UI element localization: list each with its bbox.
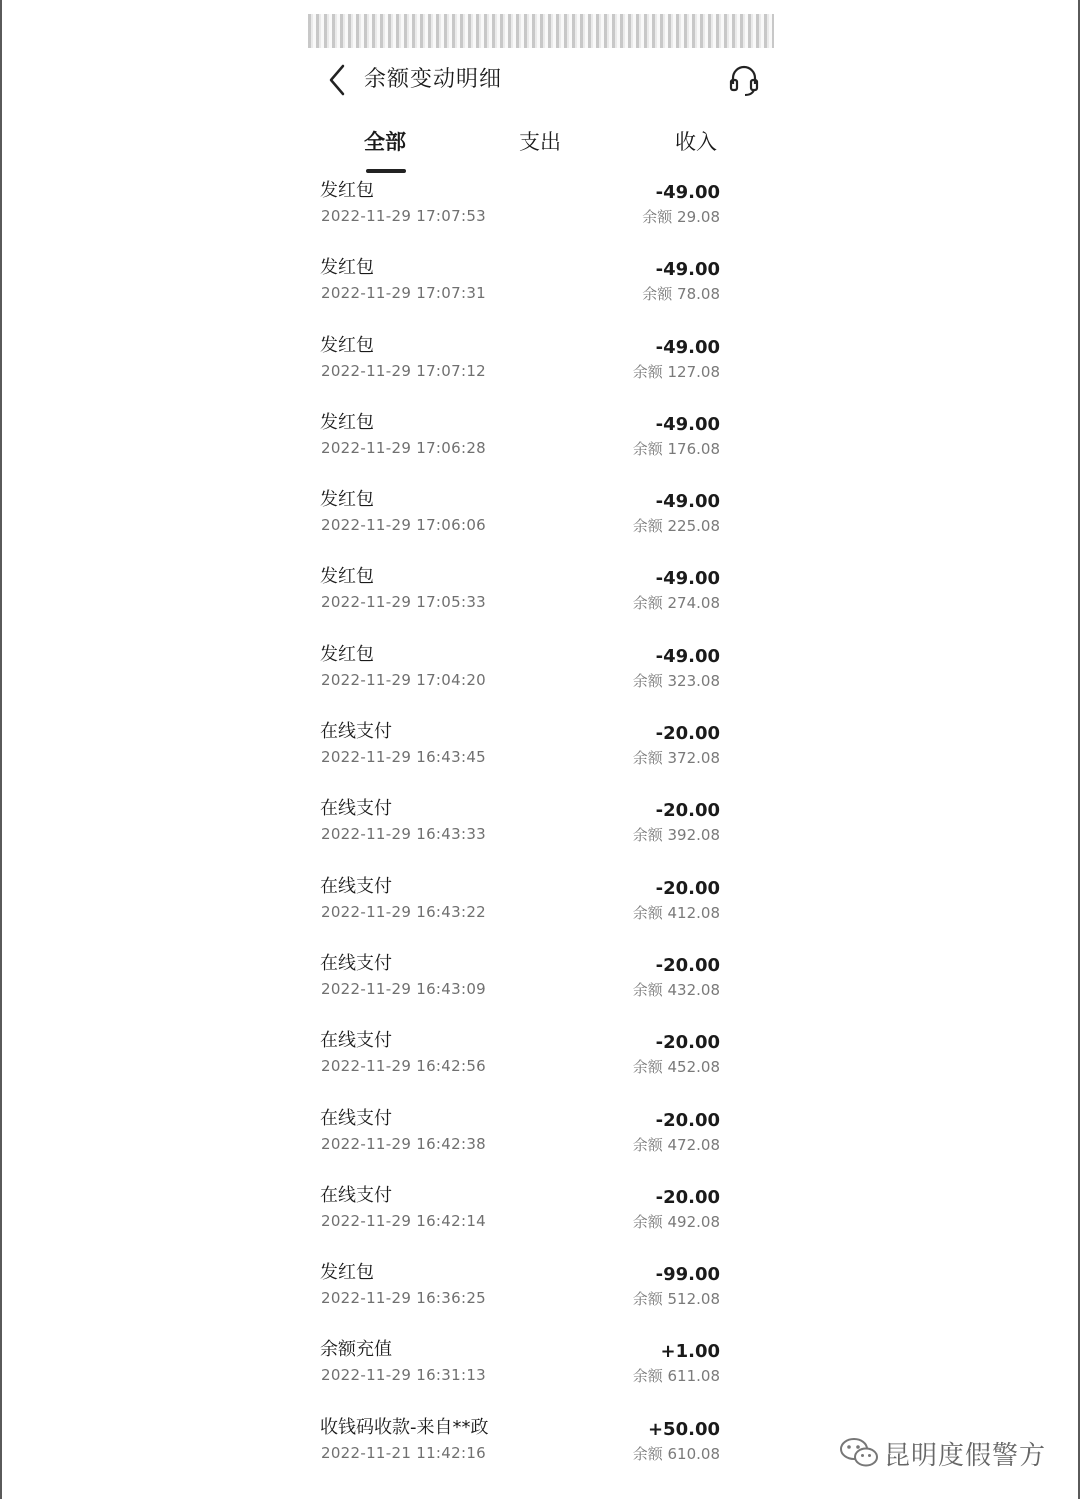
transaction-amount: -49.00 — [655, 413, 720, 435]
transaction-time: 2022-11-29 16:43:45 — [321, 748, 487, 767]
transaction-name: 在线支付 — [320, 1184, 392, 1206]
page-edge-left — [0, 0, 2, 1499]
transaction-name: 在线支付 — [320, 952, 392, 974]
transaction-time: 2022-11-29 16:42:14 — [321, 1211, 487, 1230]
transaction-time: 2022-11-29 16:43:33 — [321, 825, 487, 844]
transaction-time: 2022-11-29 17:06:06 — [321, 516, 487, 535]
transaction-name: 在线支付 — [320, 1030, 392, 1052]
transaction-amount: +50.00 — [647, 1418, 720, 1440]
redacted-status-bar — [308, 14, 774, 48]
transaction-list — [300, 178, 770, 1492]
transaction-amount: -49.00 — [655, 336, 720, 358]
transaction-balance: 余额 611.08 — [632, 1367, 720, 1386]
transaction-name: 发红包 — [320, 334, 374, 356]
transaction-time: 2022-11-29 16:42:38 — [321, 1134, 487, 1153]
transaction-balance: 余额 432.08 — [632, 980, 720, 999]
transaction-time: 2022-11-29 16:43:09 — [321, 979, 487, 998]
transaction-amount: -49.00 — [655, 491, 720, 513]
transaction-balance: 余额 225.08 — [632, 517, 720, 536]
transaction-balance: 余额 412.08 — [632, 903, 720, 922]
transaction-time: 2022-11-29 17:07:31 — [321, 284, 487, 303]
screenshot-area — [300, 50, 770, 1463]
watermark — [838, 1431, 1046, 1475]
tab-income[interactable]: 收入 — [675, 130, 717, 154]
transaction-name: 发红包 — [320, 257, 374, 279]
transaction-amount: -20.00 — [655, 954, 720, 976]
transaction-amount: -20.00 — [655, 1186, 720, 1208]
transaction-amount: +1.00 — [660, 1341, 720, 1363]
transaction-row[interactable] — [300, 1106, 770, 1183]
transaction-time: 2022-11-29 16:31:13 — [321, 1366, 487, 1385]
transaction-row[interactable] — [300, 1183, 770, 1260]
transaction-balance: 余额 512.08 — [632, 1290, 720, 1309]
transaction-row[interactable] — [300, 796, 770, 873]
transaction-amount: -20.00 — [655, 877, 720, 899]
transaction-balance: 余额 472.08 — [632, 1135, 720, 1154]
transaction-time: 2022-11-29 16:43:22 — [321, 902, 487, 921]
transaction-amount: -20.00 — [655, 1032, 720, 1054]
transaction-balance: 余额 127.08 — [632, 362, 720, 381]
transaction-row[interactable] — [300, 255, 770, 332]
transaction-name: 发红包 — [320, 411, 374, 433]
transaction-name: 在线支付 — [320, 798, 392, 820]
transaction-time: 2022-11-29 17:07:53 — [321, 207, 487, 225]
transaction-time: 2022-11-29 16:42:56 — [321, 1057, 487, 1076]
transaction-amount: -49.00 — [655, 568, 720, 590]
active-tab-indicator — [366, 169, 406, 173]
transaction-balance: 余额 323.08 — [632, 671, 720, 690]
transaction-row[interactable] — [300, 1415, 770, 1492]
transaction-name: 收钱码收款-来自**政 — [320, 1416, 489, 1438]
transaction-name: 发红包 — [320, 643, 374, 665]
transaction-balance: 余额 372.08 — [632, 749, 720, 768]
transaction-amount: -20.00 — [655, 800, 720, 822]
transaction-amount: -99.00 — [655, 1264, 720, 1286]
transaction-row[interactable] — [300, 333, 770, 410]
transaction-row[interactable] — [300, 564, 770, 641]
transaction-balance: 余额 274.08 — [632, 594, 720, 613]
transaction-time: 2022-11-21 11:42:16 — [321, 1443, 487, 1462]
transaction-balance: 余额 176.08 — [632, 439, 720, 458]
transaction-name: 在线支付 — [320, 1107, 392, 1129]
transaction-row[interactable] — [300, 178, 770, 255]
app-header — [300, 50, 770, 112]
transaction-time: 2022-11-29 17:05:33 — [321, 593, 487, 612]
transaction-row[interactable] — [300, 487, 770, 564]
transaction-row[interactable] — [300, 1028, 770, 1105]
transaction-time: 2022-11-29 17:04:20 — [321, 670, 487, 689]
transaction-row[interactable] — [300, 874, 770, 951]
transaction-balance: 余额 29.08 — [642, 208, 720, 226]
transaction-row[interactable] — [300, 642, 770, 719]
transaction-name: 发红包 — [320, 489, 374, 511]
transaction-time: 2022-11-29 16:36:25 — [321, 1289, 487, 1308]
transaction-balance: 余额 610.08 — [632, 1444, 720, 1463]
transaction-name: 在线支付 — [320, 875, 392, 897]
transaction-balance: 余额 78.08 — [642, 285, 720, 304]
transaction-amount: -49.00 — [655, 182, 720, 203]
transaction-time: 2022-11-29 17:06:28 — [321, 438, 487, 457]
transaction-balance: 余额 452.08 — [632, 1058, 720, 1077]
transaction-row[interactable] — [300, 719, 770, 796]
transaction-name: 发红包 — [320, 566, 374, 588]
tab-all[interactable]: 全部 — [364, 130, 406, 154]
transaction-amount: -49.00 — [655, 645, 720, 667]
transaction-name: 在线支付 — [320, 721, 392, 743]
transaction-time: 2022-11-29 17:07:12 — [321, 361, 487, 380]
transaction-row[interactable] — [300, 951, 770, 1028]
headset-icon[interactable] — [728, 62, 760, 98]
transaction-amount: -20.00 — [655, 1109, 720, 1131]
watermark-text: 昆明度假警方 — [884, 1440, 1047, 1471]
transaction-row[interactable] — [300, 1337, 770, 1414]
tab-expense[interactable]: 支出 — [519, 130, 561, 154]
transaction-row[interactable] — [300, 410, 770, 487]
transaction-name: 发红包 — [320, 180, 374, 201]
transaction-name: 余额充值 — [320, 1339, 392, 1361]
page-title: 余额变动明细 — [364, 67, 503, 92]
transaction-balance: 余额 492.08 — [632, 1212, 720, 1231]
wechat-icon — [838, 1436, 880, 1470]
transaction-amount: -49.00 — [655, 259, 720, 281]
transaction-amount: -20.00 — [655, 723, 720, 745]
tab-bar — [300, 122, 770, 180]
back-chevron-icon[interactable] — [325, 62, 349, 98]
transaction-name: 发红包 — [320, 1262, 374, 1284]
transaction-row[interactable] — [300, 1260, 770, 1337]
transaction-balance: 余额 392.08 — [632, 826, 720, 845]
